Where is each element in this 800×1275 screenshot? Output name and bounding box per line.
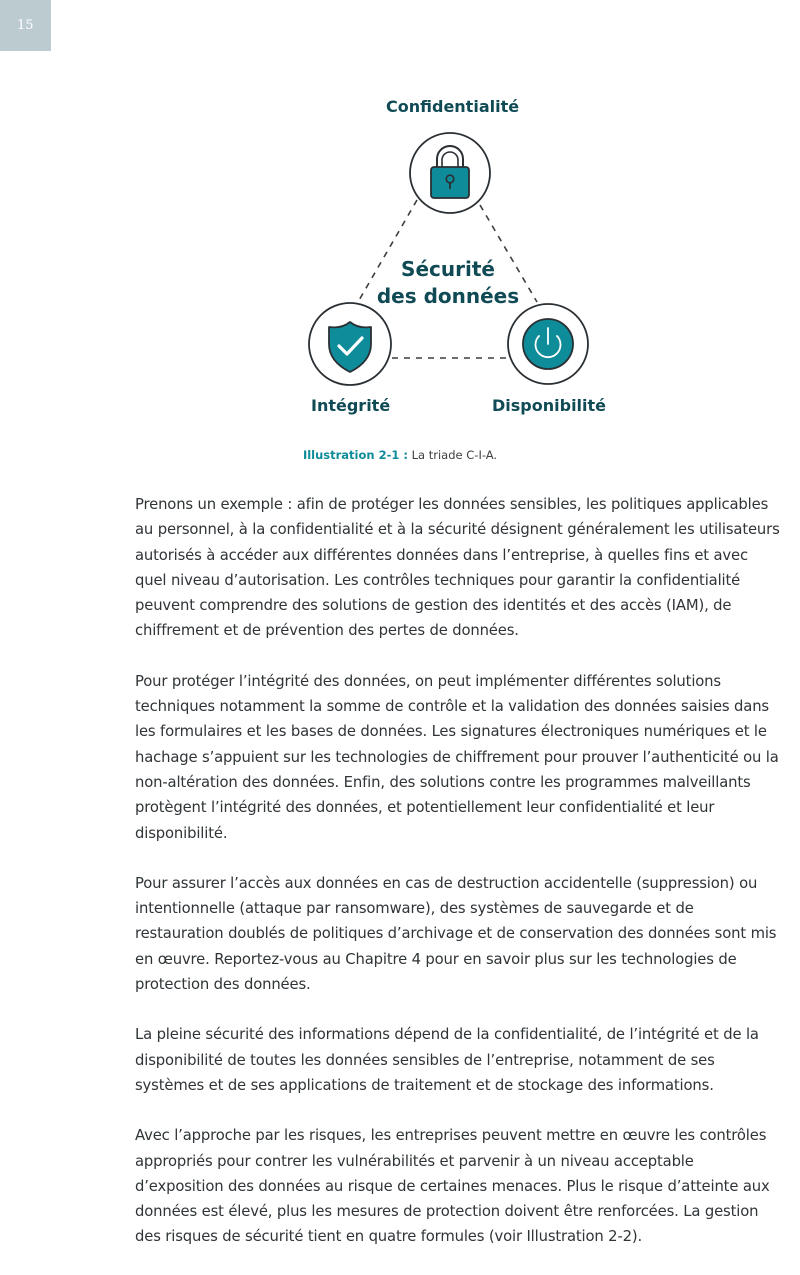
integrity-label: Intégrité — [311, 396, 391, 415]
page-number: 15 — [0, 0, 51, 51]
paragraph: Pour assurer l’accès aux données en cas de destruction accidentelle (suppression) ou intentionnelle (attaque par ransomware), des systèmes de sauvegarde et de restauration doublés de politiques d’archivage et de conservation des données sont mis en œuvre. Reportez-vous au Chapitre 4 pour en savoir plus sur les technologies de protection des données. — [135, 874, 777, 994]
figure-caption — [0, 448, 800, 462]
center-title-line1: Sécurité — [401, 257, 495, 281]
body-text — [135, 492, 780, 1275]
caption-text: La triade C-I-A. — [407, 448, 498, 462]
confidentiality-label: Confidentialité — [386, 97, 520, 116]
caption-label: Illustration 2-1 : — [302, 448, 408, 462]
paragraph: Prenons un exemple : afin de protéger les données sensibles, les politiques applicables au personnel, à la confidentialité et à la sécurité désignent généralement les utilisateurs autorisés à accéder aux différentes données dans l’entreprise, à quelles fins et avec quel niveau d’autorisation. Les contrôles techniques pour garantir la confidentialité peuvent comprendre des solutions de gestion des identités et des accès (IAM), de chiffrement et de prévention des pertes de données. — [135, 496, 780, 640]
paragraph: La pleine sécurité des informations dépend de la confidentialité, de l’intégrité et de la disponibilité de toutes les données sensibles de l’entreprise, notamment de ses systèmes et de ses applications de traitement et de stockage des informations. — [135, 1026, 759, 1094]
power-node — [508, 304, 588, 384]
lock-node — [410, 133, 490, 213]
triad-graphic — [300, 90, 610, 420]
cia-triad-diagram — [300, 90, 610, 420]
paragraph: Pour protéger l’intégrité des données, on peut implémenter différentes solutions techniques notamment la somme de contrôle et la validation des données saisies dans les formulaires et les bases de données. Les signatures électroniques numériques et le hachage s’appuient sur les technologies de chiffrement pour prouver l’authenticité ou la non-altération des données. Enfin, des solutions contre les programmes malveillants protègent l’intégrité des données, et potentiellement leur confidentialité et leur disponibilité. — [135, 672, 779, 842]
power-icon — [523, 319, 573, 369]
paragraph: Avec l’approche par les risques, les entreprises peuvent mettre en œuvre les contrôles appropriés pour contrer les vulnérabilités et parvenir à un niveau acceptable d’exposition des données au risque de certaines menaces. Plus le risque d’atteinte aux données est élevé, plus les mesures de protection doivent être renforcées. La gestion des risques de sécurité tient en quatre formules (voir Illustration 2-2). — [135, 1127, 770, 1246]
shield-node — [309, 303, 391, 385]
diagram-center-title — [360, 256, 536, 310]
center-title-line2: des données — [376, 284, 520, 308]
availability-label: Disponibilité — [492, 396, 607, 415]
